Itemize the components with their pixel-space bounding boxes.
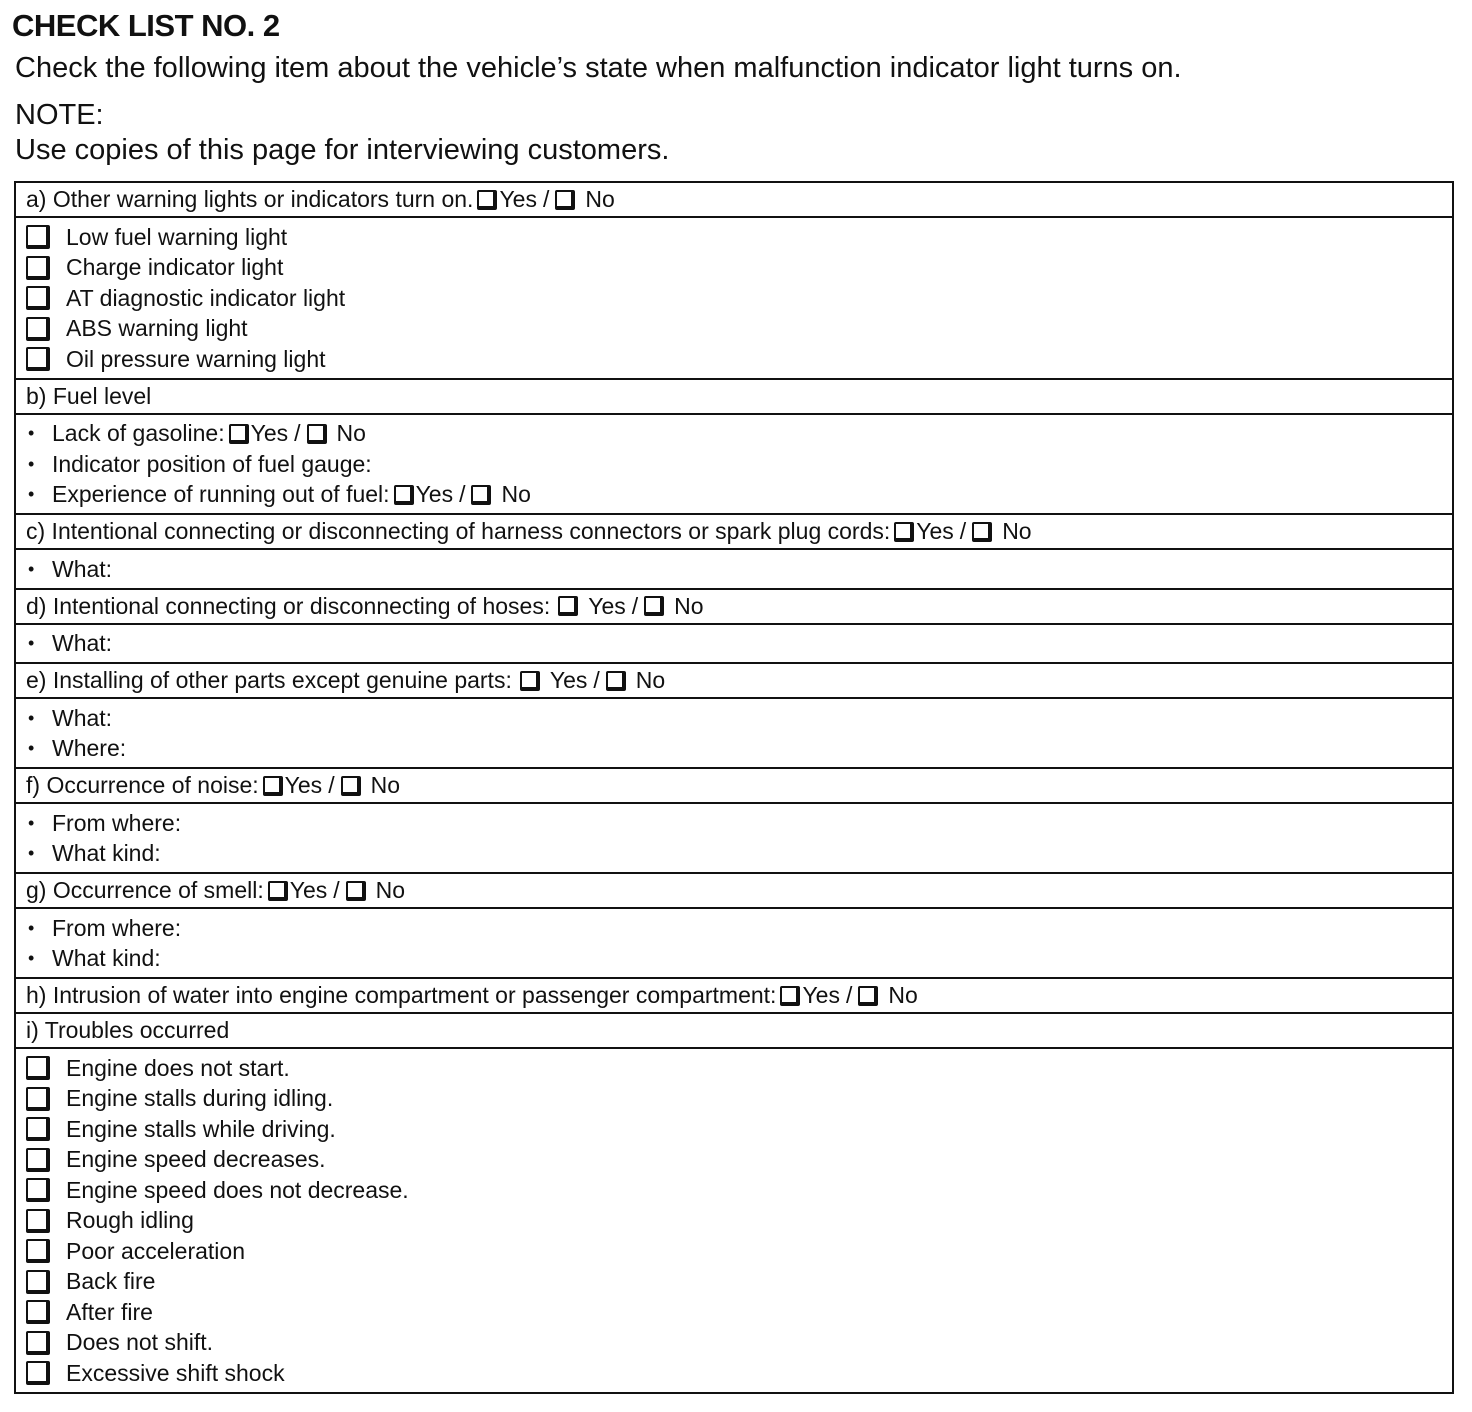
section-f-header: f) Occurrence of noise: Yes / No	[16, 769, 1452, 804]
yes-label: Yes	[802, 982, 840, 1008]
bullet-icon: •	[28, 558, 35, 579]
list-item	[26, 1267, 1452, 1298]
list-item	[26, 734, 1452, 765]
bullet-icon: •	[28, 812, 35, 833]
item-label: What:	[52, 630, 113, 657]
checkbox[interactable]	[26, 1056, 50, 1080]
checkbox[interactable]	[26, 1361, 50, 1385]
no-label: No	[888, 982, 918, 1008]
section-i-title: i) Troubles occurred	[26, 1017, 230, 1043]
note-text: Use copies of this page for interviewing customers.	[15, 134, 670, 166]
list-item	[26, 1084, 1452, 1115]
list-item	[26, 629, 1452, 660]
note	[15, 98, 669, 168]
item-label: Engine stalls during idling.	[66, 1085, 334, 1112]
item-label: From where:	[52, 914, 182, 941]
checkbox[interactable]	[26, 1209, 50, 1233]
section-c-items	[16, 550, 1452, 590]
checkbox[interactable]	[26, 286, 50, 310]
checkbox[interactable]	[26, 1270, 50, 1294]
experience-no-checkbox[interactable]	[471, 485, 491, 505]
checkbox[interactable]	[26, 1117, 50, 1141]
section-i-items	[16, 1049, 1452, 1392]
no-label: No	[674, 592, 704, 619]
checkbox[interactable]	[26, 1178, 50, 1202]
section-f-items	[16, 804, 1452, 874]
checkbox[interactable]	[26, 1331, 50, 1355]
intro-text: Check the following item about the vehicle’s state when malfunction indicator light turns on.	[15, 52, 1182, 84]
bullet-icon: •	[28, 948, 35, 969]
section-f-yes-checkbox[interactable]	[263, 776, 283, 796]
no-label: No	[1002, 518, 1032, 544]
list-item	[26, 253, 1452, 284]
list-item	[26, 808, 1452, 839]
yes-label: Yes	[284, 772, 323, 798]
yes-label: Yes	[916, 518, 954, 544]
yes-label: Yes	[289, 877, 328, 903]
section-a-title: a) Other warning lights or indicators turn on.	[26, 186, 474, 212]
section-e-items	[16, 699, 1452, 769]
list-item	[26, 1175, 1452, 1206]
list-item	[26, 703, 1452, 734]
section-a-items	[16, 218, 1452, 380]
section-d-no-checkbox[interactable]	[644, 596, 664, 616]
note-label: NOTE:	[15, 99, 104, 131]
section-f-title: f) Occurrence of noise:	[26, 772, 259, 798]
lack-yes-checkbox[interactable]	[229, 424, 249, 444]
item-label: Charge indicator light	[66, 254, 284, 281]
item-label: What:	[52, 555, 113, 582]
item-label: Rough idling	[66, 1207, 194, 1234]
section-g-items	[16, 909, 1452, 979]
list-item	[26, 913, 1452, 944]
no-label: No	[585, 186, 615, 212]
bullet-icon: •	[28, 423, 35, 444]
list-item	[26, 1206, 1452, 1237]
yes-label: Yes	[250, 420, 289, 447]
section-c-header: c) Intentional connecting or disconnecting of harness connectors or spark plug cords: Yes / No	[16, 515, 1452, 550]
section-g-no-checkbox[interactable]	[346, 881, 366, 901]
item-label: Excessive shift shock	[66, 1359, 285, 1386]
section-g-yes-checkbox[interactable]	[268, 881, 288, 901]
section-h-title: h) Intrusion of water into engine compartment or passenger compartment:	[26, 982, 777, 1008]
list-item	[26, 283, 1452, 314]
section-g-header: g) Occurrence of smell: Yes / No	[16, 874, 1452, 909]
experience-yes-checkbox[interactable]	[394, 485, 414, 505]
bullet-icon: •	[28, 453, 35, 474]
list-item	[26, 1053, 1452, 1084]
section-d-items	[16, 625, 1452, 665]
yes-label: Yes	[588, 592, 626, 619]
page-title: CHECK LIST NO. 2	[12, 8, 280, 43]
checkbox[interactable]	[26, 1300, 50, 1324]
list-item	[26, 1114, 1452, 1145]
section-a-header: a) Other warning lights or indicators turn on. Yes / No	[16, 183, 1452, 218]
item-label: Oil pressure warning light	[66, 345, 326, 372]
list-item	[26, 554, 1452, 585]
section-c-yes-checkbox[interactable]	[894, 522, 914, 542]
section-a-no-checkbox[interactable]	[555, 190, 575, 210]
list-item	[26, 449, 1452, 480]
list-item	[26, 314, 1452, 345]
section-i-header	[16, 1014, 1452, 1049]
item-label: What kind:	[52, 945, 161, 972]
list-item: • Experience of running out of fuel: Yes / No	[28, 481, 531, 508]
section-e-yes-checkbox[interactable]	[520, 671, 540, 691]
section-h-yes-checkbox[interactable]	[780, 986, 800, 1006]
section-c-title: c) Intentional connecting or disconnecting of harness connectors or spark plug cords:	[26, 518, 891, 544]
section-b-items	[16, 415, 1452, 516]
yes-label: Yes	[549, 667, 588, 693]
item-label: Poor acceleration	[66, 1237, 245, 1264]
section-e-title: e) Installing of other parts except genuine parts:	[26, 667, 512, 693]
section-f-no-checkbox[interactable]	[341, 776, 361, 796]
bullet-icon: •	[28, 738, 35, 759]
list-item: • Lack of gasoline: Yes / No	[28, 420, 366, 447]
item-label: Engine stalls while driving.	[66, 1115, 336, 1142]
section-a-yes-checkbox[interactable]	[477, 190, 497, 210]
section-b-title: b) Fuel level	[26, 382, 152, 409]
yes-label: Yes	[499, 186, 537, 212]
item-label: Indicator position of fuel gauge:	[52, 450, 372, 477]
section-h-header: h) Intrusion of water into engine compartment or passenger compartment: Yes / No	[16, 979, 1452, 1014]
checkbox[interactable]	[26, 256, 50, 280]
bullet-icon: •	[28, 917, 35, 938]
item-label: ABS warning light	[66, 315, 248, 342]
bullet-icon: •	[28, 707, 35, 728]
checkbox[interactable]	[26, 1239, 50, 1263]
bullet-icon: •	[28, 843, 35, 864]
item-label: Lack of gasoline:	[52, 420, 225, 447]
checkbox[interactable]	[26, 1148, 50, 1172]
list-item	[26, 1358, 1452, 1389]
checkbox[interactable]	[26, 347, 50, 371]
section-d-header: d) Intentional connecting or disconnecting of hoses: Yes / No	[16, 590, 1452, 625]
list-item	[26, 839, 1452, 870]
item-label: What kind:	[52, 840, 161, 867]
item-label: Engine does not start.	[66, 1054, 290, 1081]
checklist-table	[14, 181, 1454, 1394]
item-label: Engine speed does not decrease.	[66, 1176, 409, 1203]
section-e-no-checkbox[interactable]	[606, 671, 626, 691]
no-label: No	[336, 420, 366, 447]
list-item	[26, 222, 1452, 253]
no-label: No	[370, 772, 400, 798]
item-label: Experience of running out of fuel:	[52, 481, 390, 508]
section-d-yes-checkbox[interactable]	[558, 596, 578, 616]
list-item	[26, 344, 1452, 375]
yes-label: Yes	[415, 481, 454, 508]
no-label: No	[501, 481, 531, 508]
section-b-header	[16, 380, 1452, 415]
checkbox[interactable]	[26, 1087, 50, 1111]
list-item	[26, 1236, 1452, 1267]
item-label: Where:	[52, 735, 127, 762]
list-item	[26, 1328, 1452, 1359]
section-c-no-checkbox[interactable]	[972, 522, 992, 542]
list-item	[26, 1145, 1452, 1176]
list-item	[26, 1297, 1452, 1328]
section-h-no-checkbox[interactable]	[858, 986, 878, 1006]
item-label: What:	[52, 704, 113, 731]
no-label: No	[375, 877, 406, 903]
section-d-title: d) Intentional connecting or disconnecting of hoses:	[26, 592, 551, 619]
item-label: From where:	[52, 809, 182, 836]
bullet-icon: •	[28, 484, 35, 505]
checkbox[interactable]	[26, 225, 50, 249]
item-label: Low fuel warning light	[66, 223, 288, 250]
item-label: Back fire	[66, 1268, 156, 1295]
item-label: Does not shift.	[66, 1329, 214, 1356]
section-g-title: g) Occurrence of smell:	[26, 877, 264, 903]
lack-no-checkbox[interactable]	[307, 424, 327, 444]
item-label: After fire	[66, 1298, 153, 1325]
item-label: AT diagnostic indicator light	[66, 284, 346, 311]
no-label: No	[635, 667, 666, 693]
section-e-header: e) Installing of other parts except genuine parts: Yes / No	[16, 664, 1452, 699]
list-item	[26, 944, 1452, 975]
checkbox[interactable]	[26, 317, 50, 341]
bullet-icon: •	[28, 633, 35, 654]
item-label: Engine speed decreases.	[66, 1146, 326, 1173]
